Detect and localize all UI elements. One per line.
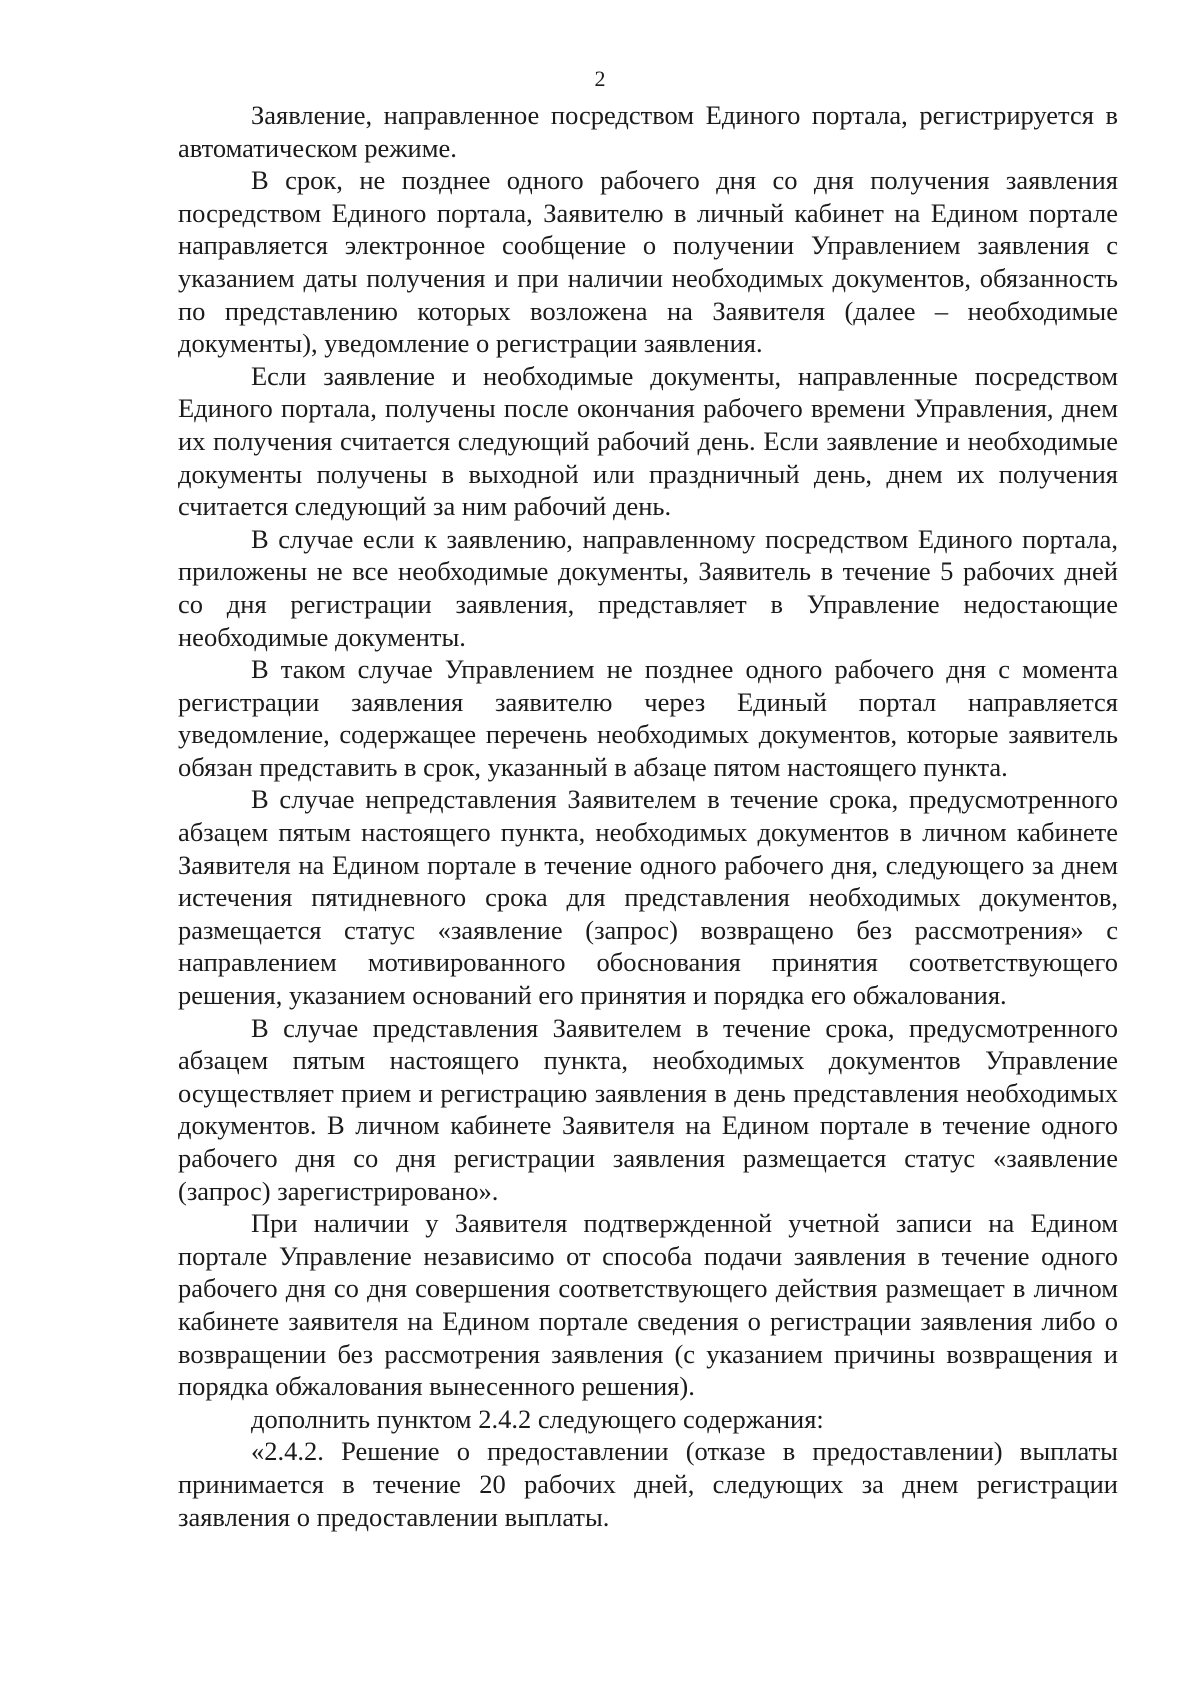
paragraph-5: В таком случае Управлением не позднее одного рабочего дня с момента регистрации заявления заявителю через Единый портал направляется уведомление, содержащее перечень необходимых документов, которые заявитель обязан представить в срок, указанный в абзаце пятом настоящего пункта. — [178, 654, 1118, 782]
page-number: 2 — [594, 66, 606, 91]
paragraph-1: Заявление, направленное посредством Единого портала, регистрируется в автоматическом режиме. — [178, 100, 1118, 163]
paragraph-8: При наличии у Заявителя подтвержденной учетной записи на Едином портале Управление независимо от способа подачи заявления в течение одного рабочего дня со дня совершения соответствующего действия размещает в личном кабинете заявителя на Едином портале сведения о регистрации заявления либо о возвращении без рассмотрения заявления (с указанием причины возвращения и порядка обжалования вынесенного решения). — [178, 1208, 1118, 1402]
paragraph-10: «2.4.2. Решение о предоставлении (отказе в предоставлении) выплаты принимается в течение 20 рабочих дней, следующих за днем регистрации заявления о предоставлении выплаты. — [178, 1436, 1118, 1532]
paragraph-3: Если заявление и необходимые документы, направленные посредством Единого портала, получены после окончания рабочего времени Управления, днем их получения считается следующий рабочий день. Если заявление и необходимые документы получены в выходной или праздничный день, днем их получения считается следующий за ним рабочий день. — [178, 360, 1118, 522]
paragraph-4: В случае если к заявлению, направленному посредством Единого портала, приложены не все необходимые документы, Заявитель в течение 5 рабочих дней со дня регистрации заявления, представляет в Управление недостающие необходимые документы. — [178, 523, 1118, 652]
document-body — [178, 99, 1118, 1533]
paragraph-9: дополнить пунктом 2.4.2 следующего содержания: — [251, 1403, 824, 1434]
paragraph-2: В срок, не позднее одного рабочего дня со дня получения заявления посредством Единого портала, Заявителю в личный кабинет на Едином портале направляется электронное сообщение о получении Управлением заявления с указанием даты получения и при наличии необходимых документов, обязанность по представлению которых возложена на Заявителя (далее – необходимые документы), уведомление о регистрации заявления. — [178, 165, 1118, 359]
paragraph-6: В случае непредставления Заявителем в течение срока, предусмотренного абзацем пятым настоящего пункта, необходимых документов в личном кабинете Заявителя на Едином портале в течение одного рабочего дня, следующего за днем истечения пятидневного срока для представления необходимых документов, размещается статус «заявление (запрос) возвращено без рассмотрения» с направлением мотивированного обоснования принятия соответствующего решения, указанием оснований его принятия и порядка его обжалования. — [178, 784, 1118, 1011]
paragraph-7: В случае представления Заявителем в течение срока, предусмотренного абзацем пятым настоящего пункта, необходимых документов Управление осуществляет прием и регистрацию заявления в день представления необходимых документов. В личном кабинете Заявителя на Едином портале в течение одного рабочего дня со дня регистрации заявления размещается статус «заявление (запрос) зарегистрировано». — [178, 1012, 1118, 1206]
